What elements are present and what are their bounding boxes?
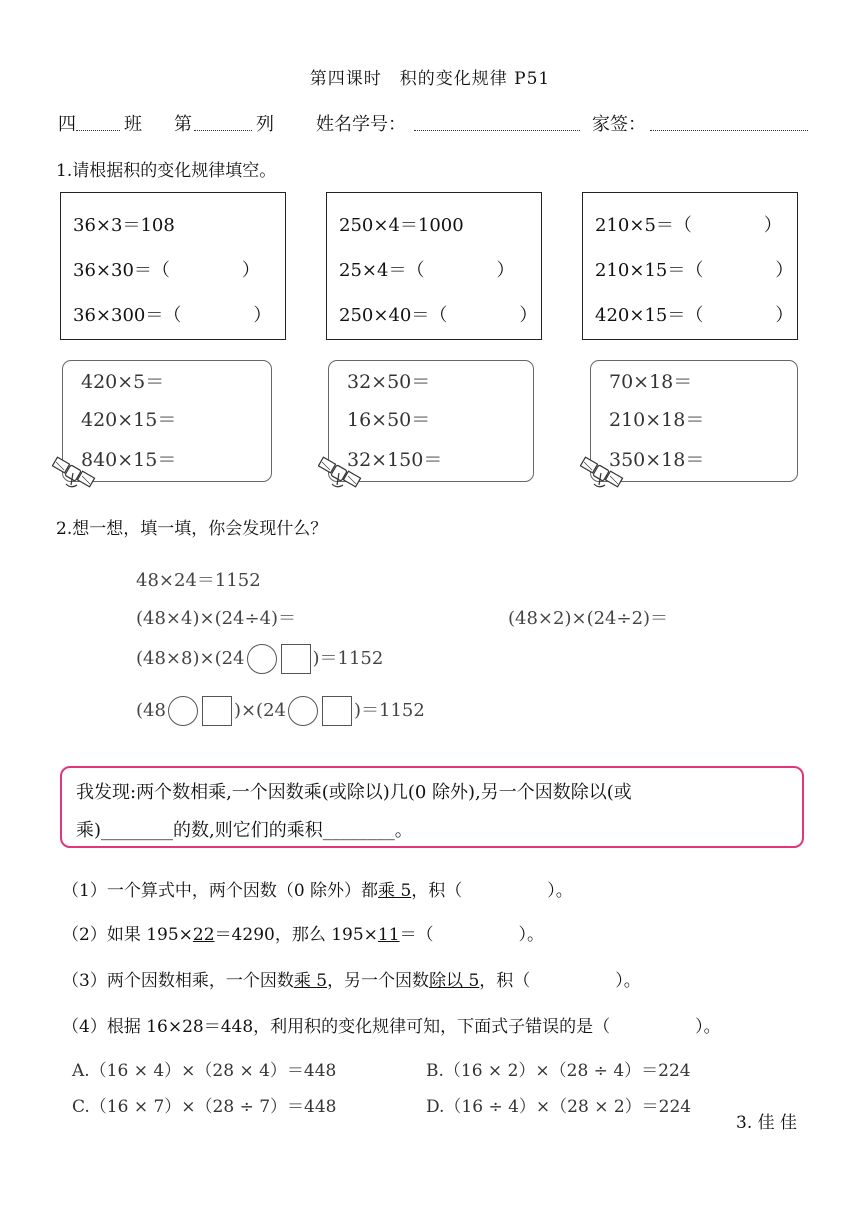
- row-blank[interactable]: [194, 130, 252, 131]
- q1-rbox-2-line-1[interactable]: 32×50＝: [347, 371, 431, 393]
- q2-eq-1: 48×24＝1152: [136, 570, 261, 591]
- q1-rbox-3-line-1[interactable]: 70×18＝: [609, 371, 693, 393]
- q3-item-2-text-c: ＝（ ）。: [399, 925, 545, 945]
- sign-blank[interactable]: [650, 130, 808, 131]
- q1-rbox-3-line-2[interactable]: 210×18＝: [609, 409, 705, 431]
- sign-label: 家签：: [592, 114, 646, 135]
- name-label: 姓名学号：: [316, 114, 406, 135]
- q1-box-2: [326, 192, 542, 340]
- q2-eq-4: [136, 644, 383, 674]
- q2-eq-4-part-b: )＝1152: [312, 648, 384, 669]
- q1-box-2-line-3[interactable]: 250×40＝（ ）: [339, 305, 538, 326]
- number-square[interactable]: [281, 644, 311, 674]
- q3-item-1-text-b: ，积（ ）。: [411, 881, 573, 901]
- page-title: 第四课时 积的变化规律 P51: [309, 69, 551, 89]
- name-blank[interactable]: [414, 130, 580, 131]
- satellite-icon: [318, 456, 362, 490]
- q3-item-2-underlined-1: 22: [192, 925, 215, 945]
- q3-item-3[interactable]: [62, 966, 641, 991]
- q1-box-3: [582, 192, 798, 340]
- operator-circle[interactable]: [247, 644, 277, 674]
- q2-title: 2.想一想，填一填，你会发现什么？: [56, 519, 328, 539]
- q1-title: 1.请根据积的变化规律填空。: [56, 161, 277, 181]
- q1-box-3-line-2[interactable]: 210×15＝（ ）: [595, 260, 794, 281]
- q1-box-1-line-1: 36×3＝108: [73, 215, 175, 236]
- discovery-line-1: 我发现:两个数相乘,一个因数乘(或除以)几(0 除外),另一个因数除以(或: [76, 782, 632, 803]
- number-square[interactable]: [322, 696, 352, 726]
- q2-eq-2[interactable]: (48×4)×(24÷4)＝: [136, 608, 297, 629]
- next-question-start: 3. 佳 佳: [736, 1113, 798, 1133]
- q3-item-4[interactable]: （4）根据 16×28＝448，利用积的变化规律可知，下面式子错误的是（ ）。: [62, 1017, 721, 1037]
- q1-rbox-1-line-3[interactable]: 840×15＝: [81, 449, 177, 471]
- option-c[interactable]: C.（16 × 7）×（28 ÷ 7）＝448: [72, 1097, 337, 1117]
- class-prefix: 四: [58, 114, 76, 135]
- q2-eq-5-part-c: )＝1152: [353, 700, 425, 721]
- q3-item-2-underlined-2: 11: [377, 925, 400, 945]
- satellite-icon: [52, 456, 96, 490]
- q3-item-3-text-b: ，另一个因数: [327, 971, 430, 991]
- q3-item-3-text-c: ，积（ ）。: [479, 971, 641, 991]
- q3-item-3-underlined-1: 乘 5: [293, 971, 328, 991]
- q3-item-3-underlined-2: 除以 5: [429, 971, 480, 991]
- q1-box-1-line-2[interactable]: 36×30＝（ ）: [73, 260, 260, 281]
- row-prefix: 第: [174, 114, 192, 135]
- q1-rbox-2-line-2[interactable]: 16×50＝: [347, 409, 431, 431]
- q2-eq-5-part-a: (48: [136, 700, 166, 721]
- q2-eq-5-part-b: )×(24: [233, 700, 286, 721]
- q3-item-1-text-a: （1）一个算式中，两个因数（0 除外）都: [62, 881, 379, 901]
- discovery-line-2[interactable]: 乘)________的数,则它们的乘积________。: [76, 820, 413, 841]
- option-a[interactable]: A.（16 × 4）×（28 × 4）＝448: [72, 1061, 337, 1081]
- q3-item-3-text-a: （3）两个因数相乘，一个因数: [62, 971, 294, 991]
- q3-item-2-text-b: ＝4290，那么 195×: [214, 925, 378, 945]
- number-square[interactable]: [202, 696, 232, 726]
- q2-eq-4-part-a: (48×8)×(24: [136, 648, 245, 669]
- option-d[interactable]: D.（16 ÷ 4）×（28 × 2）＝224: [426, 1097, 692, 1117]
- q1-box-3-line-3[interactable]: 420×15＝（ ）: [595, 305, 794, 326]
- q1-rbox-2-line-3[interactable]: 32×150＝: [347, 449, 443, 471]
- q3-item-2-text-a: （2）如果 195×: [62, 925, 193, 945]
- q1-box-3-line-1[interactable]: 210×5＝（ ）: [595, 215, 782, 236]
- q2-eq-3[interactable]: (48×2)×(24÷2)＝: [508, 608, 669, 629]
- discovery-box: [60, 766, 804, 848]
- class-label: 班: [124, 114, 142, 135]
- q2-eq-5: [136, 696, 425, 726]
- q1-rbox-1-line-2[interactable]: 420×15＝: [81, 409, 177, 431]
- q1-rbox-3-line-3[interactable]: 350×18＝: [609, 449, 705, 471]
- q1-rbox-1-line-1[interactable]: 420×5＝: [81, 371, 165, 393]
- q1-box-1-line-3[interactable]: 36×300＝（ ）: [73, 305, 272, 326]
- q3-item-2[interactable]: [62, 920, 544, 945]
- q3-item-1-underlined: 乘 5: [378, 881, 412, 901]
- satellite-icon: [580, 456, 624, 490]
- class-blank[interactable]: [76, 130, 120, 131]
- operator-circle[interactable]: [288, 696, 318, 726]
- option-b[interactable]: B.（16 × 2）×（28 ÷ 4）＝224: [426, 1061, 691, 1081]
- row-label: 列: [256, 114, 274, 135]
- q1-box-2-line-1: 250×4＝1000: [339, 215, 464, 236]
- operator-circle[interactable]: [168, 696, 198, 726]
- q3-item-1[interactable]: [62, 876, 573, 901]
- q1-box-1: [60, 192, 286, 340]
- q1-box-2-line-2[interactable]: 25×4＝（ ）: [339, 260, 515, 281]
